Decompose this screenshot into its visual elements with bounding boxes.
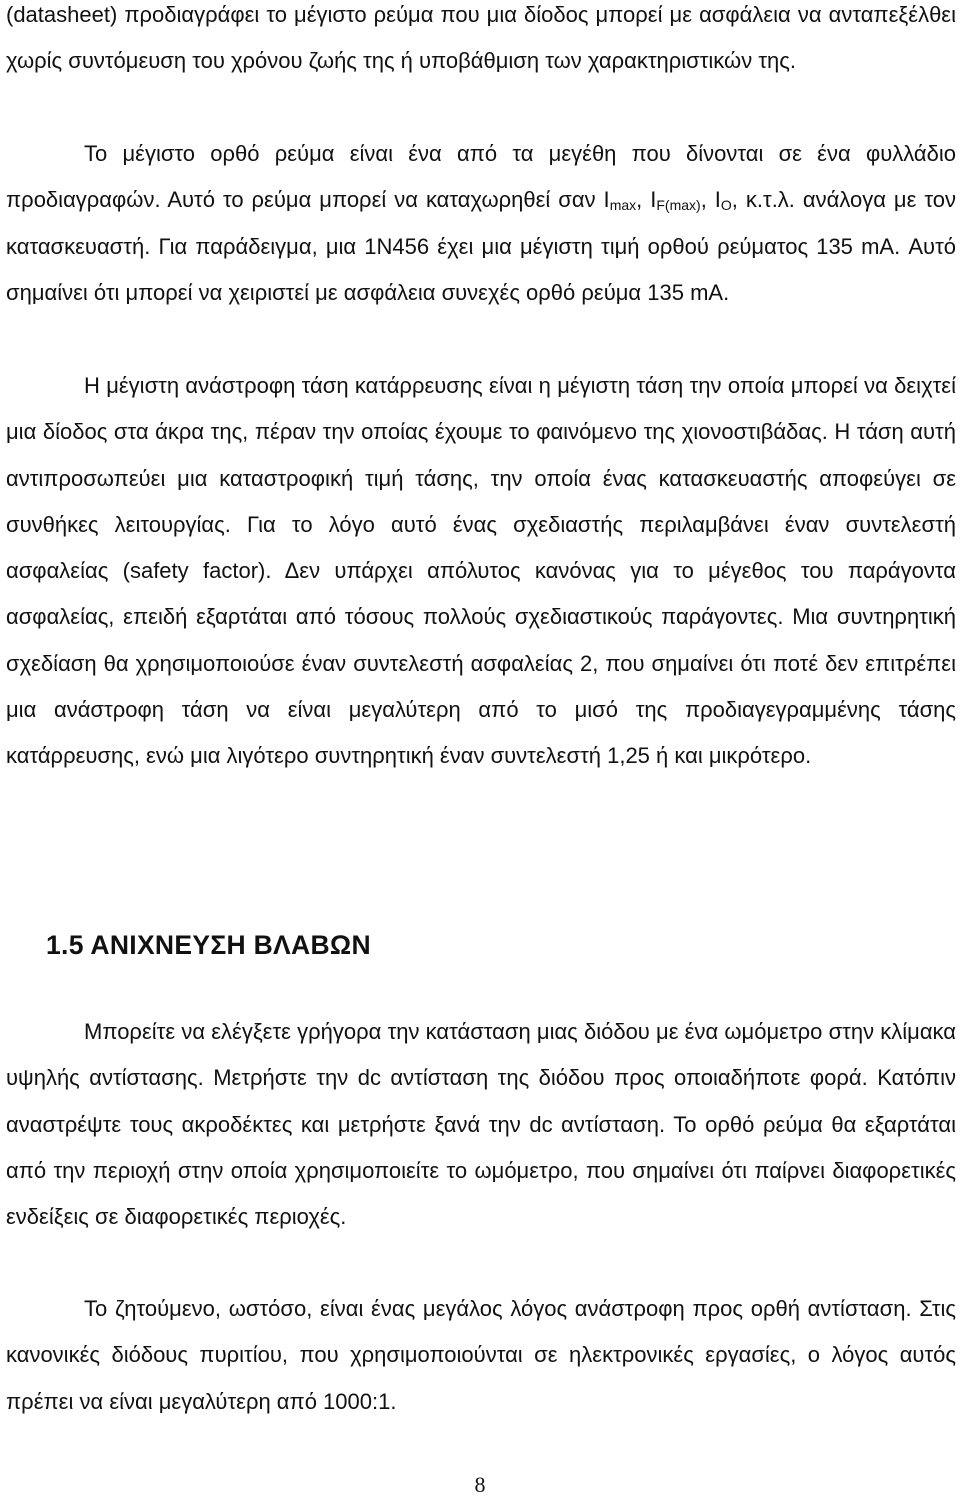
subscript: max bbox=[609, 197, 637, 214]
text-segment: , I bbox=[700, 187, 721, 213]
text-segment: , I bbox=[636, 187, 657, 213]
paragraph-fault-detection: Μπορείτε να ελέγξετε γρήγορα την κατάσταση μιας διόδου με ένα ωμόμετρο στην κλίμακα υψηλής αντίστασης. Μετρήστε την dc αντίσταση της διόδου προς οποιαδήποτε φορά. Κατόπιν αναστρέψτε τους ακροδέκτες και μετρήστε ξανά την dc αντίσταση. Το ορθό ρεύμα θα εξαρτάται από την περιοχή στην οποία χρησιμοποιείτε το ωμόμετρο, που σημαίνει ότι παίρνει διαφορετικές ενδείξεις σε διαφορετικές περιοχές. bbox=[6, 1019, 956, 1230]
page-number: 8 bbox=[474, 1472, 486, 1497]
paragraph-datasheet: (datasheet) προδιαγράφει το μέγιστο ρεύμα που μια δίοδος μπορεί με ασφάλεια να ανταπεξέλθει χωρίς συντόμευση του χρόνου ζωής της ή υποβάθμιση των χαρακτηριστικών της. bbox=[6, 2, 956, 74]
paragraph-max-forward-current bbox=[6, 131, 956, 316]
text-segment: , κ.τ.λ. ανάλογα με τον κατασκευαστή. Για παράδειγμα, μια 1N456 έχει μια μέγιστη τιμή ορθού ρεύματος 135 mA. Αυτό σημαίνει ότι μπορεί να χειριστεί με ασφάλεια συνεχές ορθό ρεύμα 135 mA. bbox=[6, 187, 957, 305]
subscript: F(max) bbox=[656, 197, 701, 214]
text-segment: Το μέγιστο ορθό ρεύμα είναι ένα από τα μεγέθη που δίνονται σε ένα φυλλάδιο προδιαγραφών. Αυτό το ρεύμα μπορεί να καταχωρηθεί σαν I bbox=[6, 141, 956, 213]
paragraph-resistance-ratio: Το ζητούμενο, ωστόσο, είναι ένας μεγάλος λόγος ανάστροφη προς ορθή αντίσταση. Στις κανονικές διόδους πυριτίου, που χρησιμοποιούνται σε ηλεκτρονικές εργασίες, ο λόγος αυτός πρέπει να είναι μεγαλύτερη από 1000:1. bbox=[6, 1296, 956, 1414]
section-heading: 1.5 ΑΝΙΧΝΕΥΣΗ ΒΛΑΒΩΝ bbox=[46, 930, 371, 960]
paragraph-breakdown-voltage: Η μέγιστη ανάστροφη τάση κατάρρευσης είναι η μέγιστη τάση την οποία μπορεί να δειχτεί μια δίοδος στα άκρα της, πέραν την οποίας έχουμε το φαινόμενο της χιονοστιβάδας. Η τάση αυτή αντιπροσωπεύει μια καταστροφική τιμή τάσης, την οποία ένας κατασκευαστής αποφεύγει σε συνθήκες λειτουργίας. Για το λόγο αυτό ένας σχεδιαστής περιλαμβάνει έναν συντελεστή ασφαλείας (safety factor). Δεν υπάρχει απόλυτος κανόνας για το μέγεθος του παράγοντα ασφαλείας, επειδή εξαρτάται από τόσους πολλούς σχεδιαστικούς παράγοντες. Μια συντηρητική σχεδίαση θα χρησιμοποιούσε έναν συντελεστή ασφαλείας 2, που σημαίνει ότι ποτέ δεν επιτρέπει μια ανάστροφη τάση να είναι μεγαλύτερη από το μισό της προδιαγεγραμμένης τάσης κατάρρευσης, ενώ μια λιγότερο συντηρητική έναν συντελεστή 1,25 ή και μικρότερο. bbox=[6, 373, 956, 769]
subscript: O bbox=[720, 197, 732, 214]
